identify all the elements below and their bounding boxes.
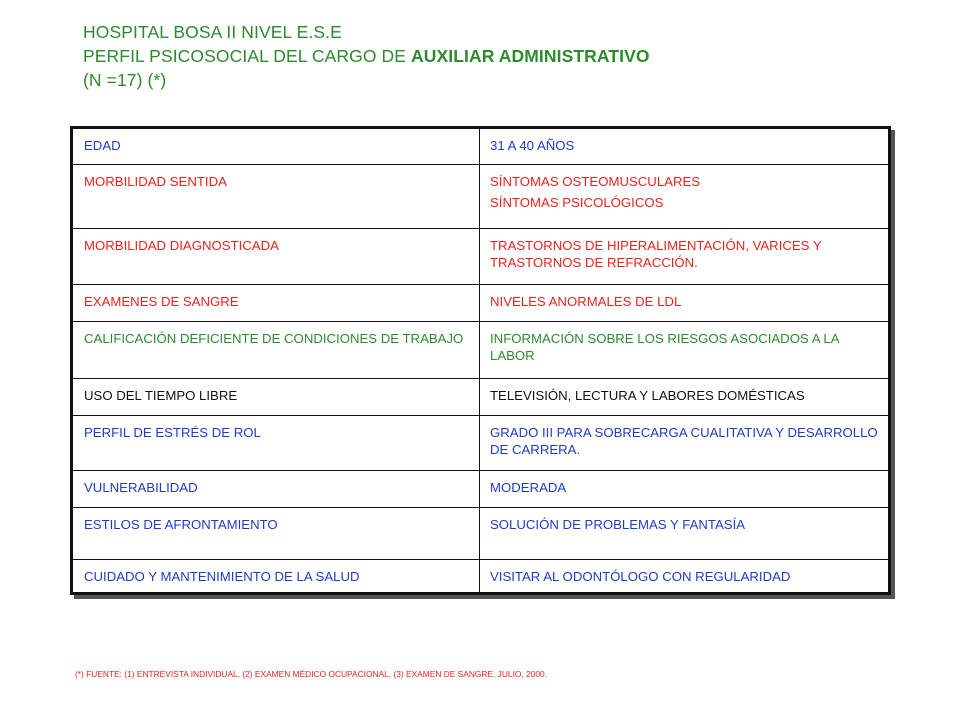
row-value-line: SÍNTOMAS PSICOLÓGICOS xyxy=(490,195,664,210)
row-label: VULNERABILIDAD xyxy=(72,471,480,508)
row-value: TELEVISIÓN, LECTURA Y LABORES DOMÉSTICAS xyxy=(480,379,890,416)
table-row-condiciones-trabajo xyxy=(72,322,890,379)
table-row-morbilidad-diagnosticada xyxy=(72,229,890,285)
table-row-vulnerabilidad xyxy=(72,471,890,508)
table-row-edad xyxy=(72,128,890,165)
row-label: PERFIL DE ESTRÉS DE ROL xyxy=(72,416,480,471)
sample-size: (N =17) (*) xyxy=(83,70,167,90)
profile-title-prefix: PERFIL PSICOSOCIAL DEL CARGO DE xyxy=(83,46,412,66)
row-value-line: SÍNTOMAS OSTEOMUSCULARES xyxy=(490,174,701,189)
row-label: EDAD xyxy=(72,128,480,165)
hospital-title: HOSPITAL BOSA II NIVEL E.S.E xyxy=(83,22,342,42)
table-row-morbilidad-sentida xyxy=(72,165,890,229)
row-value: GRADO III PARA SOBRECARGA CUALITATIVA Y DESARROLLO DE CARRERA. xyxy=(480,416,890,471)
row-label: CUIDADO Y MANTENIMIENTO DE LA SALUD xyxy=(72,560,480,594)
row-value: VISITAR AL ODONTÓLOGO CON REGULARIDAD xyxy=(480,560,890,594)
document-header xyxy=(83,20,650,92)
row-value: NIVELES ANORMALES DE LDL xyxy=(480,285,890,322)
row-label: CALIFICACIÓN DEFICIENTE DE CONDICIONES DE TRABAJO xyxy=(72,322,480,379)
source-footnote: (*) FUENTE: (1) ENTREVISTA INDIVIDUAL, (2) EXAMEN MÉDICO OCUPACIONAL, (3) EXAMEN DE SANGRE. JULIO, 2000. xyxy=(75,669,548,679)
row-label: EXAMENES DE SANGRE xyxy=(72,285,480,322)
psychosocial-profile-table xyxy=(70,126,891,595)
row-label: MORBILIDAD SENTIDA xyxy=(72,165,480,229)
row-value: INFORMACIÓN SOBRE LOS RIESGOS ASOCIADOS A LA LABOR xyxy=(480,322,890,379)
row-label: USO DEL TIEMPO LIBRE xyxy=(72,379,480,416)
row-value: TRASTORNOS DE HIPERALIMENTACIÓN, VARICES Y TRASTORNOS DE REFRACCIÓN. xyxy=(480,229,890,285)
table-row-tiempo-libre xyxy=(72,379,890,416)
row-value xyxy=(480,165,890,229)
table-row-estres-rol xyxy=(72,416,890,471)
job-title: AUXILIAR ADMINISTRATIVO xyxy=(411,46,650,66)
profile-title xyxy=(83,44,650,68)
row-value: MODERADA xyxy=(480,471,890,508)
row-label: MORBILIDAD DIAGNOSTICADA xyxy=(72,229,480,285)
row-value: SOLUCIÓN DE PROBLEMAS Y FANTASÍA xyxy=(480,508,890,560)
row-value: 31 A 40 AÑOS xyxy=(480,128,890,165)
table-row-afrontamiento xyxy=(72,508,890,560)
row-label: ESTILOS DE AFRONTAMIENTO xyxy=(72,508,480,560)
table-row-cuidado-salud xyxy=(72,560,890,594)
table-row-examenes-sangre xyxy=(72,285,890,322)
